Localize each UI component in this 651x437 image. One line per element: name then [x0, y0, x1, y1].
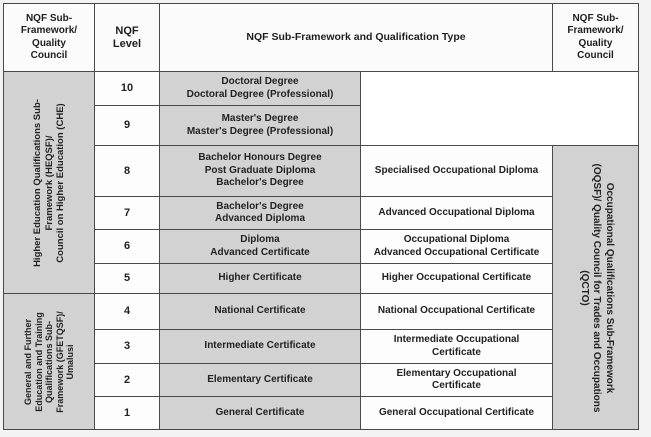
- qualification-cell-line: Advanced Diploma: [214, 213, 306, 224]
- nqf-level-value: 10: [120, 82, 134, 95]
- nqf-level-value: 7: [123, 206, 131, 219]
- occupational-qualification-cell: [360, 363, 553, 397]
- blank-top-right: [360, 71, 639, 146]
- header-right-line: Framework/: [567, 25, 624, 36]
- nqf-level-value: 9: [123, 119, 131, 132]
- occupational-qualification-cell-line: Advanced Occupational Certificate: [373, 246, 540, 258]
- occupational-qualification-cell: [360, 329, 553, 364]
- occupational-qualification-cell: [360, 229, 553, 264]
- gfetqsf-line: Qualifications Sub-: [43, 320, 54, 403]
- occupational-qualification-cell: [360, 396, 553, 430]
- qualification-cell-line: Master's Degree: [221, 113, 299, 124]
- qualification-cell-line: Doctoral Degree: [221, 76, 299, 87]
- nqf-level-value: 1: [123, 406, 131, 419]
- oqsf-line: (QCTO): [578, 269, 590, 306]
- qualification-cell: [159, 396, 361, 430]
- nqf-level-value: 2: [123, 373, 131, 386]
- nqf-table: [3, 3, 639, 430]
- gfetqsf-line: Education and Training: [33, 311, 44, 412]
- qualification-cell: [159, 196, 361, 230]
- header-left-line: Framework/: [20, 25, 78, 36]
- oqsf-label: [577, 163, 615, 412]
- qualification-cell-line: Elementary Certificate: [207, 373, 313, 385]
- nqf-level-value: 4: [123, 305, 131, 318]
- qualification-cell-line: National Certificate: [214, 305, 306, 317]
- header-middle-text: NQF Sub-Framework and Qualification Type: [246, 31, 466, 44]
- header-level-line: NQF: [115, 25, 139, 37]
- occupational-qualification-cell-line: Occupational Diploma: [403, 234, 510, 245]
- nqf-level-cell: [94, 329, 160, 364]
- nqf-level-value: 6: [123, 240, 131, 253]
- nqf-level-value: 3: [123, 340, 131, 353]
- qualification-cell-line: Doctoral Degree (Professional): [186, 88, 334, 100]
- qualification-cell: [159, 145, 361, 197]
- nqf-level-cell: [94, 145, 160, 197]
- occupational-qualification-cell-line: Certificate: [432, 380, 481, 391]
- occupational-qualification-cell-line: Elementary Occupational: [396, 367, 517, 379]
- header-left-line: NQF Sub-: [25, 12, 73, 24]
- gfetqsf-council-cell: [3, 293, 95, 430]
- qualification-cell: [159, 229, 361, 264]
- header-subframework-left: [3, 3, 95, 72]
- gfetqsf-label: [23, 311, 76, 413]
- occupational-qualification-cell-line: Certificate: [432, 346, 481, 358]
- nqf-level-cell: [94, 293, 160, 330]
- nqf-level-value: 5: [123, 272, 131, 285]
- occupational-qualification-cell: [360, 196, 553, 230]
- nqf-level-cell: [94, 263, 160, 294]
- nqf-level-value: 8: [123, 164, 131, 177]
- nqf-level-cell: [94, 396, 160, 430]
- heqsf-line: Framework (HEQSF)/: [43, 134, 55, 231]
- qualification-cell-line: Master's Degree (Professional): [186, 125, 334, 137]
- header-nqf-level: [94, 3, 160, 72]
- qualification-cell: [159, 363, 361, 397]
- header-right-line: NQF Sub-: [572, 12, 619, 24]
- header-subframework-right: [552, 3, 639, 72]
- qualification-cell: [159, 263, 361, 294]
- nqf-level-cell: [94, 196, 160, 230]
- qualification-cell: [159, 71, 361, 106]
- nqf-level-cell: [94, 229, 160, 264]
- header-left-line: Quality: [32, 37, 66, 49]
- occupational-qualification-cell: [360, 145, 553, 197]
- header-qualification-type: [159, 3, 553, 72]
- qualification-cell-line: Higher Certificate: [218, 272, 302, 284]
- nqf-level-cell: [94, 363, 160, 397]
- gfetqsf-line: Umalusi: [64, 343, 75, 380]
- heqsf-label: [32, 99, 67, 267]
- occupational-qualification-cell-line: Advanced Occupational Diploma: [378, 206, 535, 218]
- oqsf-line: (OQSF)/ Quality Council for Trades and Occupations: [590, 163, 602, 412]
- qualification-cell-line: Bachelor's Degree: [216, 200, 304, 212]
- nqf-level-cell: [94, 71, 160, 106]
- occupational-qualification-cell-line: National Occupational Certificate: [377, 305, 536, 317]
- oqsf-line: Occupational Qualifications Sub-Framework: [603, 182, 615, 393]
- gfetqsf-line: General and Further: [22, 318, 33, 405]
- qualification-cell-line: Bachelor's Degree: [216, 177, 304, 189]
- qualification-cell-line: Post Graduate Diploma: [204, 164, 316, 176]
- qualification-cell: [159, 293, 361, 330]
- qualification-cell: [159, 329, 361, 364]
- gfetqsf-line: Framework (GFETQSF)/: [54, 310, 65, 413]
- oqsf-council-cell: [552, 145, 639, 430]
- occupational-qualification-cell: [360, 293, 553, 330]
- occupational-qualification-cell: [360, 263, 553, 294]
- occupational-qualification-cell-line: Specialised Occupational Diploma: [374, 164, 539, 176]
- qualification-cell: [159, 105, 361, 146]
- occupational-qualification-cell-line: Higher Occupational Certificate: [381, 272, 532, 284]
- occupational-qualification-cell-line: Intermediate Occupational: [393, 334, 520, 345]
- qualification-cell-line: Bachelor Honours Degree: [198, 152, 322, 164]
- qualification-cell-line: Diploma: [240, 234, 280, 245]
- qualification-cell-line: Intermediate Certificate: [204, 340, 316, 352]
- header-left-line: Council: [30, 50, 68, 61]
- heqsf-line: Council on Higher Education (CHE): [54, 102, 66, 263]
- header-level-line: Level: [112, 37, 142, 50]
- qualification-cell-line: Advanced Certificate: [210, 246, 310, 258]
- heqsf-council-cell: [3, 71, 95, 294]
- occupational-qualification-cell-line: General Occupational Certificate: [378, 406, 535, 418]
- qualification-cell-line: General Certificate: [215, 406, 305, 418]
- header-right-line: Quality: [578, 37, 613, 49]
- nqf-level-cell: [94, 105, 160, 146]
- header-right-line: Council: [577, 50, 614, 61]
- heqsf-line: Higher Education Qualifications Sub-: [31, 98, 43, 267]
